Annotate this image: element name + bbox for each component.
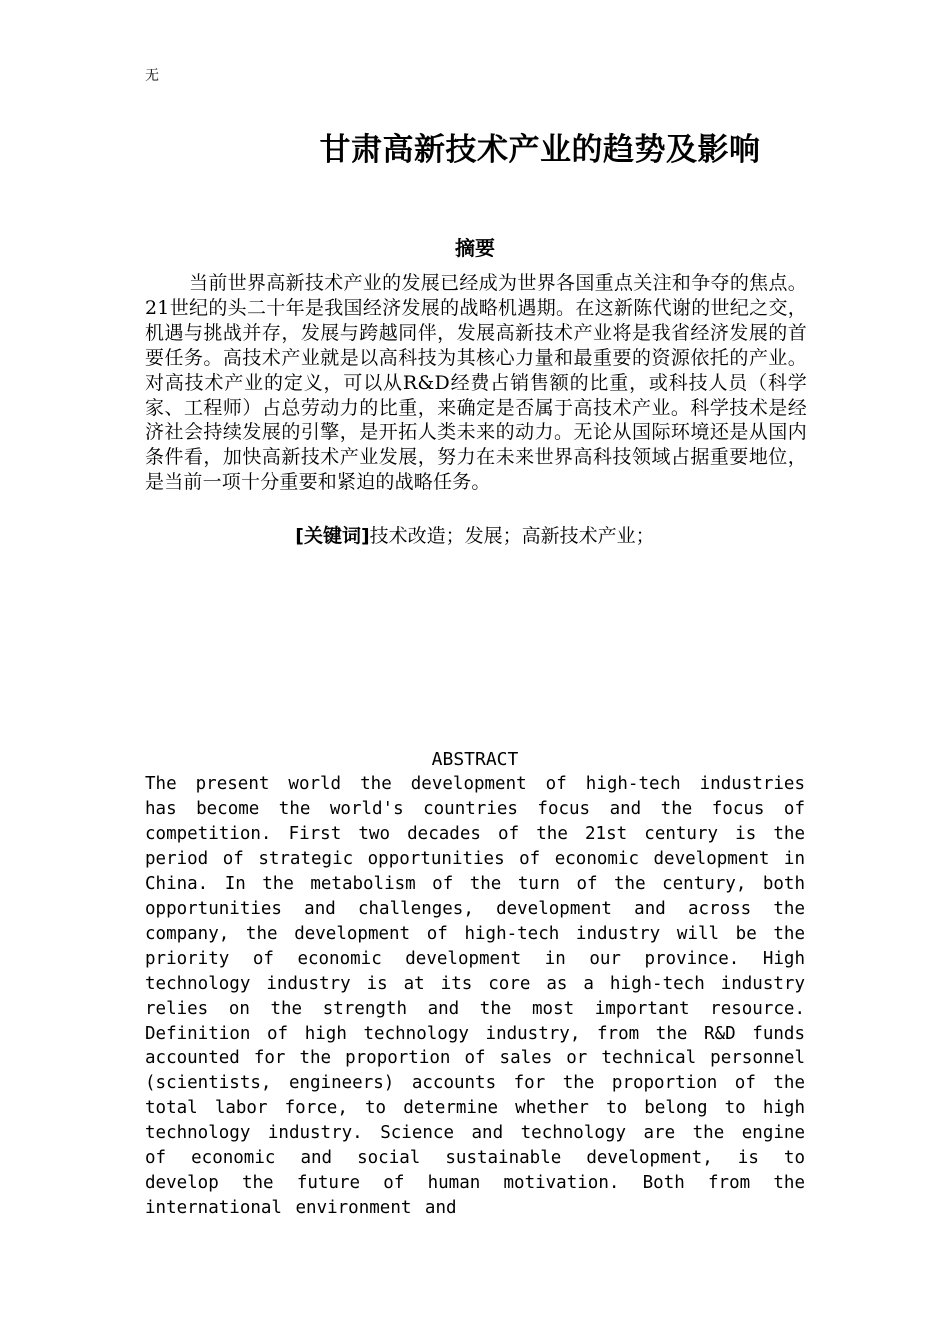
english-abstract-heading: ABSTRACT	[431, 749, 519, 770]
keywords-label: [关键词]	[295, 525, 370, 547]
english-abstract-paragraph: The present world the development of high-tech industries has become the world's countries focus and the focus of competition. First two decades of the 21st century is the period of strategic opportunities of economic development in China. In the metabolism of the turn of the century, both opportunities and challenges, development and across the company, the development of high-tech industry will be the priority of economic development in our province. High technology industry is at its core as a high-tech industry relies on the strength and the most important resource. Definition of high technology industry, from the R&D funds accounted for the proportion of sales or technical personnel (scientists, engineers) accounts for the proportion of the total labor force, to determine whether to belong to high technology industry. Science and technology are the engine of economic and social sustainable development, is to develop the future of human motivation. Both from the international environment and	[145, 774, 805, 1219]
header-mark: 无	[145, 68, 159, 84]
keywords-line	[145, 524, 805, 549]
page-title: 甘肃高新技术产业的趋势及影响	[319, 132, 761, 168]
abstract-heading: 摘要	[455, 236, 495, 260]
keywords-text: 技术改造；发展；高新技术产业；	[369, 525, 655, 547]
chinese-abstract-paragraph: 当前世界高新技术产业的发展已经成为世界各国重点关注和争夺的焦点。21世纪的头二十年是我国经济发展的战略机遇期。在这新陈代谢的世纪之交，机遇与挑战并存，发展与跨越同伴，发展高新技术产业将是我省经济发展的首要任务。高技术产业就是以高科技为其核心力量和最重要的资源依托的产业。对高技术产业的定义，可以从R&D经费占销售额的比重，或科技人员（科学家、工程师）占总劳动力的比重，来确定是否属于高技术产业。科学技术是经济社会持续发展的引擎，是开拓人类未来的动力。无论从国际环境还是从国内条件看，加快高新技术产业发展，努力在未来世界高科技领域占据重要地位，是当前一项十分重要和紧迫的战略任务。	[145, 272, 807, 494]
